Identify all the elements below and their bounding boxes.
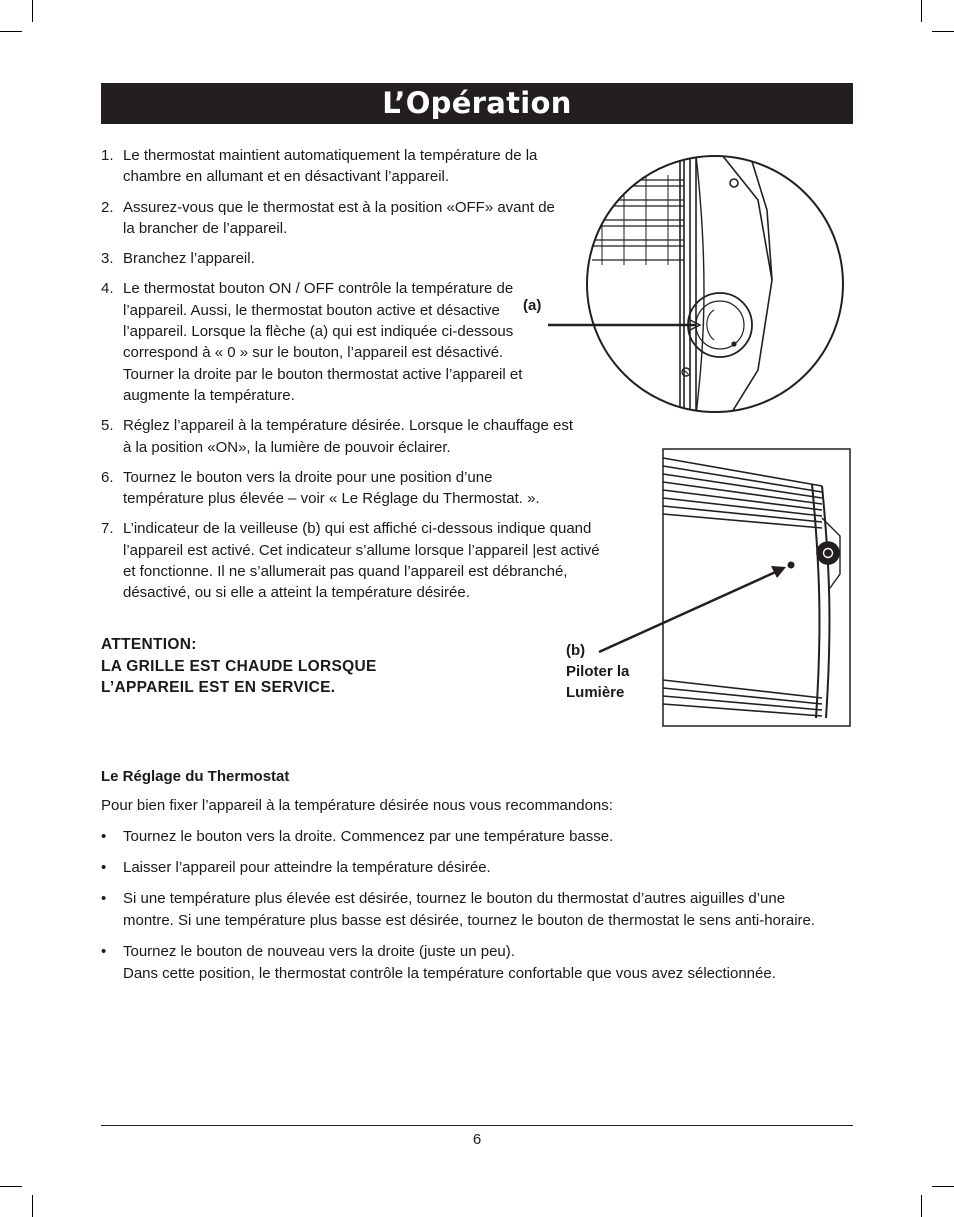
step-text: Branchez l’appareil.	[123, 250, 255, 268]
bullet-mark: •	[101, 890, 107, 907]
bullet-mark: •	[101, 859, 107, 876]
step-text: Le thermostat bouton ON / OFF contrôle la température de l’appareil. Aussi, le thermostat bouton active et désactive l’appareil. Lorsque la flèche (a) qui est indiquée ci-dessous correspond à « 0 » sur le bouton, l’appareil est désactivé. Tourner la droite par le bouton thermostat active l’appareil et augmente la température.	[123, 280, 523, 404]
warning-heading: ATTENTION:	[101, 636, 197, 653]
thermostat-knob-closeup-illustration	[572, 150, 862, 420]
crop-mark	[32, 0, 33, 22]
step-number: 5.	[101, 417, 114, 435]
crop-mark	[32, 1195, 33, 1217]
warning-line: LA GRILLE EST CHAUDE LORSQUE	[101, 657, 377, 675]
list-item	[101, 197, 611, 240]
warning-line: L’APPAREIL EST EN SERVICE.	[101, 679, 336, 696]
step-number: 1.	[101, 147, 114, 164]
bullet-text: Tournez le bouton vers la droite. Commencez par une température basse.	[123, 828, 614, 845]
step-text: Tournez le bouton vers la droite pour une position d’une température plus élevée – voir « Le Réglage du Thermostat. ».	[123, 468, 540, 508]
crop-mark	[921, 0, 922, 22]
step-number: 3.	[101, 250, 114, 268]
callout-label-a: (a)	[523, 297, 542, 314]
list-item	[101, 415, 611, 458]
list-item	[101, 467, 611, 510]
recommendations-list	[101, 826, 846, 994]
operation-steps	[101, 145, 611, 613]
bullet-text: Laisser l’appareil pour atteindre la température désirée.	[123, 859, 491, 876]
list-item	[101, 826, 846, 848]
step-text: Le thermostat maintient automatiquement la température de la chambre en allumant et en désactivant l’appareil.	[123, 147, 538, 186]
crop-mark	[0, 1186, 22, 1187]
bullet-text: Tournez le bouton de nouveau vers la droite (juste un peu).	[123, 943, 515, 960]
footer-divider	[101, 1125, 853, 1126]
pointer-arrow	[548, 315, 708, 335]
list-item	[101, 145, 611, 188]
callout-label-b	[566, 640, 629, 703]
crop-mark	[921, 1195, 922, 1217]
step-number: 4.	[101, 280, 114, 298]
bullet-mark: •	[101, 943, 107, 960]
step-text: L’indicateur de la veilleuse (b) qui est affiché ci-dessous indique quand l’appareil est activé. Cet indicateur s’allume lorsque l’appareil |est activé et fonctionne. Il ne s’allumerait pas quand l’appareil est débranché, désactivé, ou si elle a atteint la température désirée.	[123, 520, 600, 602]
list-item	[101, 857, 846, 879]
step-text: Assurez-vous que le thermostat est à la position «OFF» avant de la brancher de l’appareil.	[123, 198, 555, 237]
bullet-mark: •	[101, 828, 107, 845]
crop-mark	[0, 31, 22, 32]
crop-mark	[932, 31, 954, 32]
section-intro: Pour bien fixer l’appareil à la température désirée nous vous recommandons:	[101, 797, 613, 814]
list-item	[101, 248, 611, 269]
page-title: L’Opération	[101, 83, 853, 124]
page-number: 6	[472, 1131, 482, 1148]
section-heading: Le Réglage du Thermostat	[101, 768, 290, 785]
callout-text: (b)	[566, 642, 586, 659]
list-item	[101, 941, 846, 985]
bullet-text: Si une température plus élevée est désirée, tournez le bouton du thermostat d’autres aiguilles d’une montre. Si une température plus basse est désirée, tournez le bouton de thermostat le sens anti-horaire.	[123, 890, 816, 929]
bullet-text: Dans cette position, le thermostat contrôle la température confortable que vous avez sélectionnée.	[123, 965, 776, 982]
step-number: 2.	[101, 198, 114, 216]
warning-notice	[101, 634, 377, 699]
crop-mark	[932, 1186, 954, 1187]
list-item	[101, 518, 611, 603]
step-number: 7.	[101, 520, 114, 538]
callout-text: Lumière	[566, 684, 625, 701]
step-number: 6.	[101, 468, 114, 486]
list-item	[101, 888, 846, 932]
callout-text: Piloter la	[566, 663, 630, 680]
step-text: Réglez l’appareil à la température désirée. Lorsque le chauffage est à la position «ON», la lumière de pouvoir éclairer.	[123, 417, 573, 456]
